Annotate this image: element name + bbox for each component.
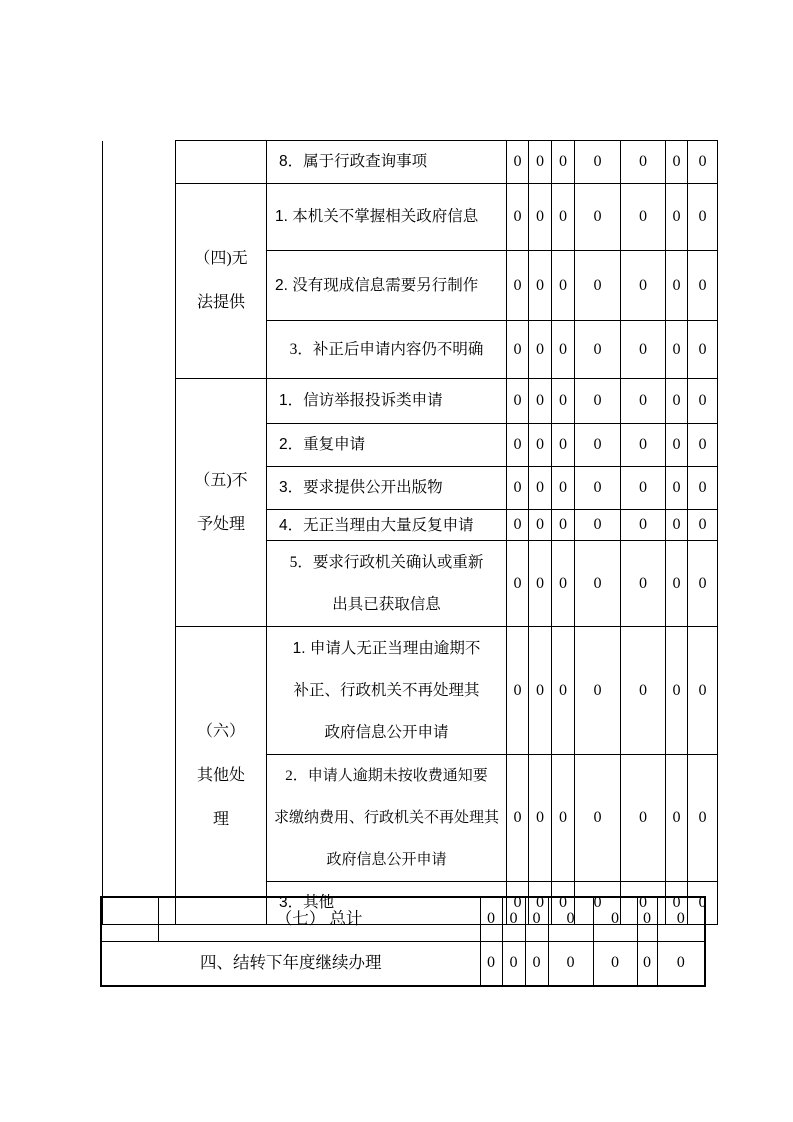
category-label: （六） (196, 722, 245, 740)
summary-table (100, 896, 706, 987)
value-cell: 0 (688, 379, 718, 424)
value-cell: 0 (507, 541, 529, 627)
item-label-cell (267, 141, 507, 184)
item-label: 3．要求提供公开出版物 (279, 479, 443, 496)
value-cell: 0 (575, 141, 621, 184)
item-label: 政府信息公开申请 (326, 852, 447, 868)
category-label: （四)无 (194, 250, 248, 267)
item-label-cell (267, 321, 507, 379)
value-cell: 0 (666, 321, 688, 379)
value-cell: 0 (529, 321, 552, 379)
value-cell: 0 (552, 424, 575, 467)
category-cell-other-handling (176, 627, 267, 925)
value-cell: 0 (529, 510, 552, 541)
value-cell: 0 (621, 627, 666, 755)
value-cell: 0 (621, 184, 666, 251)
value-cell: 0 (552, 627, 575, 755)
value-cell: 0 (552, 882, 575, 925)
merged-left-column-cell (103, 141, 176, 925)
value-cell: 0 (666, 541, 688, 627)
summary-left-stub-cell (101, 897, 158, 941)
value-cell: 0 (529, 627, 552, 755)
table-row (101, 897, 705, 941)
item-label-cell (267, 184, 507, 251)
value-cell: 0 (529, 467, 552, 510)
value-cell: 0 (621, 141, 666, 184)
value-cell: 0 (688, 755, 718, 882)
value-cell: 0 (548, 941, 593, 986)
value-cell: 0 (575, 424, 621, 467)
value-cell: 0 (666, 184, 688, 251)
value-cell: 0 (529, 184, 552, 251)
value-cell: 0 (621, 379, 666, 424)
value-cell: 0 (688, 541, 718, 627)
item-label: 3．补正后申请内容仍不明确 (289, 340, 484, 358)
value-cell: 0 (525, 941, 548, 986)
category-label: 予处理 (196, 515, 245, 533)
value-cell: 0 (637, 941, 657, 986)
value-cell: 0 (666, 141, 688, 184)
value-cell: 0 (507, 141, 529, 184)
value-cell: 0 (666, 467, 688, 510)
category-cell-not-processed (176, 379, 267, 627)
carryover-label-cell (101, 941, 480, 986)
value-cell: 0 (688, 882, 718, 925)
value-cell: 0 (621, 510, 666, 541)
table-row (103, 379, 718, 424)
value-cell: 0 (507, 424, 529, 467)
disclosure-results-table (102, 140, 718, 925)
category-label: （五)不 (194, 471, 248, 489)
value-cell: 0 (548, 897, 593, 941)
value-cell: 0 (507, 627, 529, 755)
table-row (103, 141, 718, 184)
item-label: 求缴纳费用、行政机关不再处理其 (273, 810, 499, 826)
value-cell: 0 (552, 541, 575, 627)
value-cell: 0 (688, 141, 718, 184)
item-label-cell (267, 627, 507, 755)
value-cell: 0 (552, 251, 575, 321)
value-cell: 0 (575, 379, 621, 424)
item-label-cell (267, 379, 507, 424)
value-cell: 0 (507, 321, 529, 379)
value-cell: 0 (480, 941, 502, 986)
value-cell: 0 (621, 321, 666, 379)
value-cell: 0 (666, 882, 688, 925)
value-cell: 0 (621, 467, 666, 510)
value-cell: 0 (507, 379, 529, 424)
category-cell-empty (176, 141, 267, 184)
value-cell: 0 (657, 897, 705, 941)
table-row (103, 627, 718, 755)
value-cell: 0 (575, 541, 621, 627)
value-cell: 0 (507, 755, 529, 882)
value-cell: 0 (575, 251, 621, 321)
value-cell: 0 (575, 184, 621, 251)
value-cell: 0 (666, 379, 688, 424)
item-label: 1. 本机关不掌握相关政府信息 (275, 208, 479, 225)
value-cell: 0 (575, 882, 621, 925)
value-cell: 0 (552, 467, 575, 510)
total-label-cell (158, 897, 480, 941)
value-cell: 0 (637, 897, 657, 941)
value-cell: 0 (575, 467, 621, 510)
category-label: 其他处 (196, 766, 245, 784)
item-label: 2．申请人逾期未按收费通知要 (285, 768, 488, 784)
value-cell: 0 (552, 184, 575, 251)
value-cell: 0 (666, 510, 688, 541)
item-label: 出具已获取信息 (332, 595, 441, 613)
value-cell: 0 (666, 627, 688, 755)
value-cell: 0 (552, 321, 575, 379)
value-cell: 0 (575, 510, 621, 541)
value-cell: 0 (502, 897, 525, 941)
category-cell-unable-to-provide (176, 184, 267, 379)
item-label: 政府信息公开申请 (324, 723, 449, 741)
value-cell: 0 (507, 510, 529, 541)
table-row (103, 184, 718, 251)
value-cell: 0 (621, 424, 666, 467)
item-label-cell (267, 510, 507, 541)
item-label: 1. 申请人无正当理由逾期不 (292, 639, 481, 657)
item-label: 3．其他 (279, 894, 335, 911)
item-label-cell (267, 467, 507, 510)
value-cell: 0 (507, 467, 529, 510)
value-cell: 0 (666, 755, 688, 882)
value-cell: 0 (621, 251, 666, 321)
value-cell: 0 (688, 251, 718, 321)
value-cell: 0 (688, 184, 718, 251)
value-cell: 0 (593, 941, 637, 986)
value-cell: 0 (529, 541, 552, 627)
value-cell: 0 (688, 424, 718, 467)
value-cell: 0 (507, 882, 529, 925)
value-cell: 0 (502, 941, 525, 986)
item-label: 8．属于行政查询事项 (279, 153, 428, 170)
value-cell: 0 (621, 882, 666, 925)
item-label: 补正、行政机关不再处理其 (293, 681, 480, 699)
value-cell: 0 (688, 321, 718, 379)
value-cell: 0 (507, 251, 529, 321)
value-cell: 0 (593, 897, 637, 941)
value-cell: 0 (529, 141, 552, 184)
value-cell: 0 (688, 467, 718, 510)
value-cell: 0 (621, 755, 666, 882)
value-cell: 0 (657, 941, 705, 986)
value-cell: 0 (552, 755, 575, 882)
item-label-cell (267, 424, 507, 467)
value-cell: 0 (529, 424, 552, 467)
item-label: 1．信访举报投诉类申请 (279, 392, 443, 409)
item-label-cell (267, 755, 507, 882)
value-cell: 0 (529, 755, 552, 882)
value-cell: 0 (575, 627, 621, 755)
category-label: 法提供 (196, 294, 245, 311)
item-label: 5．要求行政机关确认或重新 (289, 553, 484, 571)
value-cell: 0 (688, 627, 718, 755)
value-cell: 0 (666, 251, 688, 321)
value-cell: 0 (552, 141, 575, 184)
total-label: （七） 总计 (275, 909, 363, 929)
item-label: 2. 没有现成信息需要另行制作 (275, 276, 479, 294)
value-cell: 0 (552, 510, 575, 541)
value-cell: 0 (480, 897, 502, 941)
value-cell: 0 (529, 882, 552, 925)
value-cell: 0 (525, 897, 548, 941)
value-cell: 0 (688, 510, 718, 541)
value-cell: 0 (575, 755, 621, 882)
value-cell: 0 (621, 541, 666, 627)
category-label: 理 (212, 810, 229, 828)
value-cell: 0 (529, 379, 552, 424)
item-label-cell (267, 541, 507, 627)
carryover-label: 四、结转下年度继续办理 (200, 953, 382, 973)
item-label-cell (267, 251, 507, 321)
table-row (101, 941, 705, 986)
value-cell: 0 (552, 379, 575, 424)
value-cell: 0 (529, 251, 552, 321)
value-cell: 0 (575, 321, 621, 379)
value-cell: 0 (507, 184, 529, 251)
item-label: 2．重复申请 (279, 436, 366, 453)
item-label: 4．无正当理由大量反复申请 (279, 516, 474, 534)
value-cell: 0 (666, 424, 688, 467)
